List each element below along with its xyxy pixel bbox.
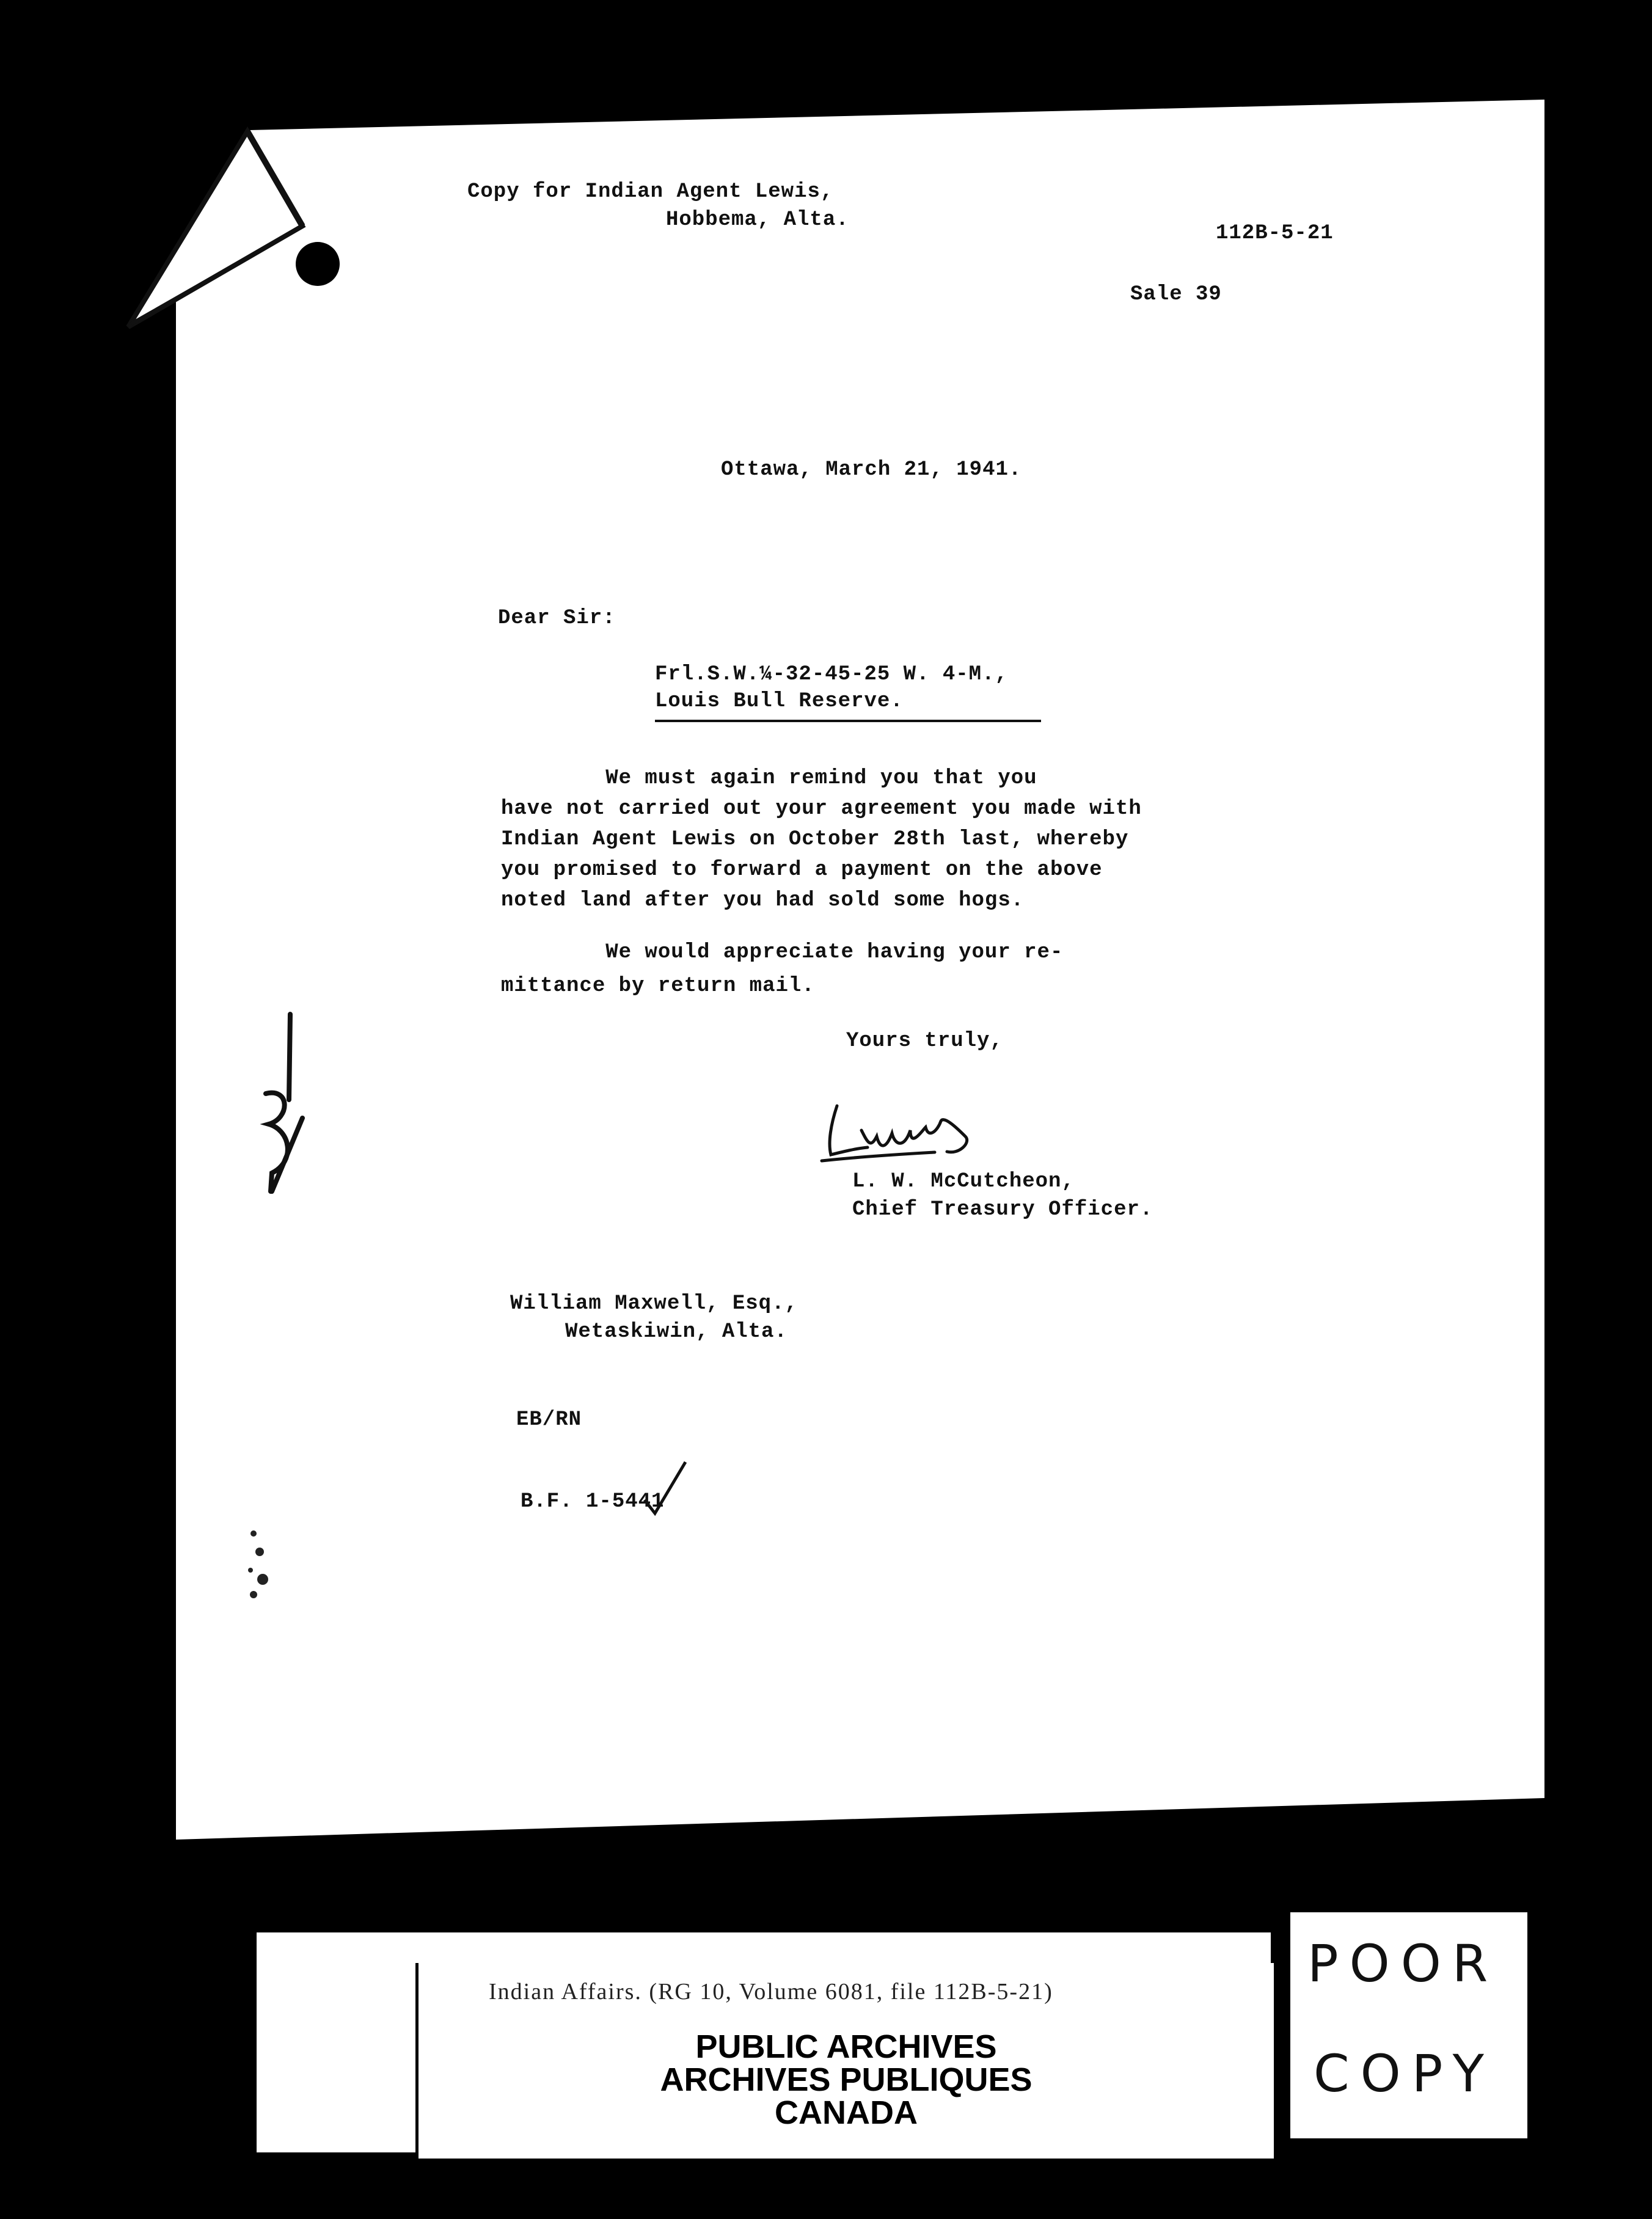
addressee-name: William Maxwell, Esq., (510, 1292, 798, 1315)
subject-line-1: Frl.S.W.¼-32-45-25 W. 4-M., (655, 663, 1008, 686)
addressee-location: Wetaskiwin, Alta. (565, 1320, 788, 1343)
signatory-name: L. W. McCutcheon, (852, 1170, 1075, 1193)
body-line: noted land after you had sold some hogs. (501, 889, 1025, 912)
folded-corner (0, 0, 367, 367)
subject-line-2: Louis Bull Reserve. (655, 687, 1041, 722)
body-line: have not carried out your agreement you made with (501, 797, 1142, 821)
checkmark-icon (641, 1457, 690, 1518)
letter-date: Ottawa, March 21, 1941. (721, 458, 1022, 481)
bf-reference: B.F. 1-5441 (521, 1490, 665, 1513)
stamp-word-poor: POOR (1307, 1934, 1499, 1994)
stamp-word-copy: COPY (1314, 2044, 1495, 2104)
copy-recipient-line: Copy for Indian Agent Lewis, (467, 180, 834, 203)
file-number: 112B-5-21 (1216, 222, 1334, 245)
closing: Yours truly, (846, 1029, 1003, 1053)
archive-name-english: PUBLIC ARCHIVES (695, 2028, 997, 2065)
letter-sheet (176, 100, 1544, 1840)
margin-bracket-mark (254, 1008, 309, 1204)
handwritten-signature (819, 1094, 1039, 1173)
typist-initials: EB/RN (516, 1408, 582, 1431)
signatory-title: Chief Treasury Officer. (852, 1198, 1153, 1221)
body-line: you promised to forward a payment on the above (501, 858, 1103, 882)
body-line: Indian Agent Lewis on October 28th last, whereby (501, 828, 1129, 851)
ink-specks (235, 1521, 296, 1619)
archive-reference: Indian Affairs. (RG 10, Volume 6081, file 112B-5-21) (489, 1979, 1053, 2005)
sale-number: Sale 39 (1130, 283, 1222, 306)
body-line: We must again remind you that you (501, 767, 1037, 790)
archive-name-french: ARCHIVES PUBLIQUES (660, 2061, 1032, 2098)
body-line: mittance by return mail. (501, 974, 815, 998)
copy-recipient-location: Hobbema, Alta. (666, 208, 849, 232)
archive-name-country: CANADA (775, 2094, 918, 2131)
salutation: Dear Sir: (498, 607, 616, 630)
body-line: We would appreciate having your re- (501, 941, 1064, 964)
